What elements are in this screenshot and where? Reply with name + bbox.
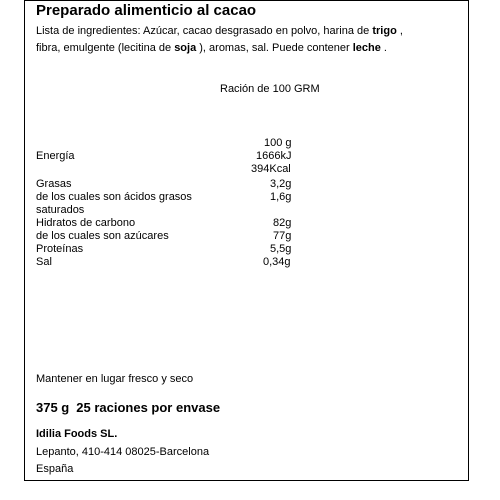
nutrition-label-salt: Sal	[36, 256, 52, 268]
nutrition-value-protein: 5,5g	[270, 243, 292, 255]
net-weight: 375 g	[36, 400, 70, 415]
nutrition-label-protein: Proteínas	[36, 243, 84, 255]
allergen-soja: soja	[174, 42, 197, 54]
ingredients-text-2-0: ,	[396, 25, 403, 37]
nutrition-label-saturated-fat: de los cuales son ácidos grasos	[36, 191, 192, 203]
storage-instructions: Mantener en lugar fresco y seco	[36, 373, 194, 385]
ingredients-text-2-1: fibra, emulgente (lecitina de	[36, 42, 175, 54]
servings-per-pack: 25 raciones por envase	[76, 400, 221, 415]
product-title: Preparado alimenticio al cacao	[36, 2, 257, 19]
company-address: Lepanto, 410-414 08025-Barcelona	[36, 446, 210, 458]
allergen-trigo: trigo	[372, 25, 397, 37]
ingredients-list	[36, 23, 456, 57]
nutrition-value-carbohydrates: 82g	[273, 217, 292, 229]
nutrition-value-energy-kcal: 394Kcal	[251, 163, 291, 175]
nutrition-value-saturated-fat: 1,6g	[270, 191, 292, 203]
ingredients-text-4-0: ), aromas, sal. Puede contener	[196, 42, 353, 54]
nutrition-label-saturated-cont: saturados	[36, 204, 85, 216]
nutrition-label-carbohydrates: Hidratos de carbono	[36, 217, 136, 229]
allergen-leche: leche	[352, 42, 381, 54]
ingredients-text-0-0: Lista de ingredientes: Azúcar, cacao desgrasado en polvo, harina de	[36, 25, 373, 37]
net-quantity	[36, 400, 220, 415]
nutrition-value-fat: 3,2g	[270, 178, 292, 190]
ingredients-text-6-0: .	[380, 42, 387, 54]
nutrition-value-sugars: 77g	[273, 230, 292, 242]
nutrition-label-sugars: de los cuales son azúcares	[36, 230, 169, 242]
nutrition-value-energy-kj: 1666kJ	[256, 150, 292, 162]
nutrition-value-salt: 0,34g	[263, 256, 291, 268]
company-country: España	[36, 463, 74, 475]
serving-size: Ración de 100 GRM	[220, 83, 320, 95]
nutrition-column-header: 100 g	[264, 137, 292, 149]
nutrition-label-energy: Energía	[36, 150, 75, 162]
company-name: Idilia Foods SL.	[36, 428, 118, 440]
nutrition-label-fat: Grasas	[36, 178, 72, 190]
